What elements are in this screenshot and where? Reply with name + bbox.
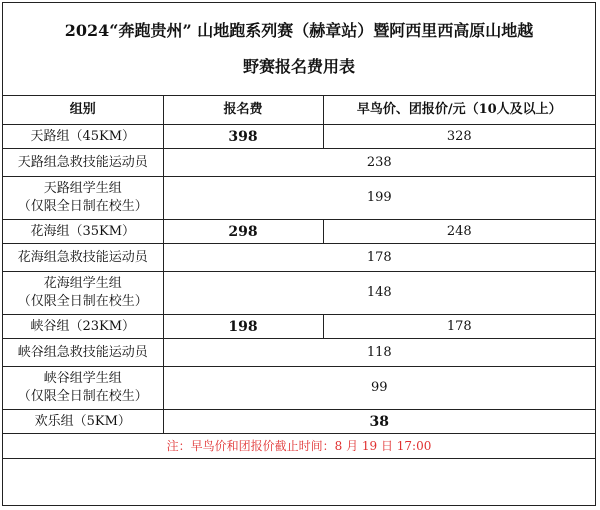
table-row (3, 177, 595, 220)
table-row (3, 272, 595, 315)
table-row (3, 367, 595, 410)
fee-cell: 298 (163, 220, 323, 244)
group-cell (3, 177, 163, 220)
table-row (3, 315, 595, 339)
fee-sheet (2, 2, 596, 506)
table-row (3, 339, 595, 367)
group-note: （仅限全日制在校生） (17, 389, 148, 404)
group-name: 峡谷组学生组 (43, 371, 122, 386)
price-cell: 99 (163, 367, 595, 410)
price-cell: 38 (163, 410, 595, 434)
table-row (3, 220, 595, 244)
header-fee: 报名费 (163, 96, 323, 125)
group-note: （仅限全日制在校生） (17, 199, 148, 214)
group-cell (3, 272, 163, 315)
header-group: 组别 (3, 96, 163, 125)
price-cell: 148 (163, 272, 595, 315)
price-cell: 238 (163, 149, 595, 177)
table-row (3, 410, 595, 434)
note-row (3, 434, 595, 459)
fee-cell: 198 (163, 315, 323, 339)
group-cell (3, 367, 163, 410)
group-cell: 峡谷组急救技能运动员 (3, 339, 163, 367)
group-name: 天路组学生组 (43, 181, 122, 196)
group-cell: 天路组急救技能运动员 (3, 149, 163, 177)
group-cell: 欢乐组（5KM） (3, 410, 163, 434)
price-cell: 199 (163, 177, 595, 220)
header-early-price: 早鸟价、团报价/元（10人及以上） (323, 96, 595, 125)
table-row (3, 149, 595, 177)
table-row (3, 125, 595, 149)
fee-cell: 398 (163, 125, 323, 149)
early-price-cell: 178 (323, 315, 595, 339)
title-line-1: 2024“奔跑贵州” 山地跑系列赛（赫章站）暨阿西里西高原山地越 (64, 21, 534, 40)
early-price-cell: 248 (323, 220, 595, 244)
title-line-2: 野赛报名费用表 (242, 57, 355, 76)
early-price-cell: 328 (323, 125, 595, 149)
group-cell: 天路组（45KM） (3, 125, 163, 149)
group-cell: 花海组（35KM） (3, 220, 163, 244)
price-cell: 118 (163, 339, 595, 367)
sheet-title (3, 3, 595, 96)
group-cell: 花海组急救技能运动员 (3, 244, 163, 272)
price-cell: 178 (163, 244, 595, 272)
group-cell: 峡谷组（23KM） (3, 315, 163, 339)
group-note: （仅限全日制在校生） (17, 294, 148, 309)
header-row (3, 96, 595, 125)
group-name: 花海组学生组 (43, 276, 122, 291)
fee-table (3, 96, 595, 459)
table-row (3, 244, 595, 272)
deadline-note: 注：早鸟价和团报价截止时间：8 月 19 日 17:00 (3, 434, 595, 459)
